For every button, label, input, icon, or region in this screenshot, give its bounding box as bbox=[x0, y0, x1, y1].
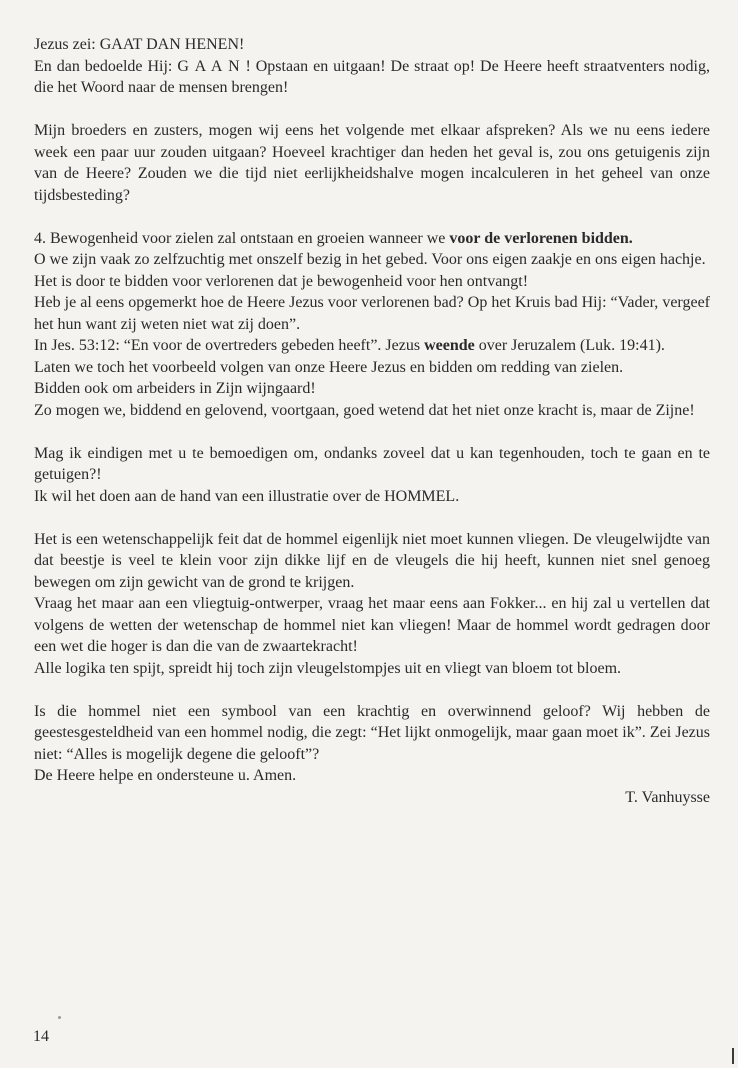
page-number: 14 bbox=[33, 1028, 49, 1045]
paragraph-gap bbox=[34, 421, 710, 443]
text-segment: In Jes. 53:12: “En voor de overtreders gebeden heeft”. Jezus bbox=[34, 337, 425, 354]
paragraph-symbol-of-faith: Is die hommel niet een symbool van een krachtig en overwinnend geloof? Wij hebben de geestesgesteldheid van een hommel nodig, die zegt: “Het lijkt onmogelijk, maar gaan moet ik”. Zei Jezus niet: “Alles is mogelijk degene die gelooft”? bbox=[34, 702, 710, 763]
paragraph-workers: Bidden ook om arbeiders in Zijn wijngaard! bbox=[34, 380, 316, 397]
paragraph-flower-to-flower: Alle logika ten spijt, spreidt hij toch zijn vleugelstompjes uit en vliegt van bloem tot bloem. bbox=[34, 659, 622, 677]
text-segment: 4. Bewogenheid voor zielen zal ontstaan en groeien wanneer we bbox=[34, 229, 450, 247]
paragraph-agreement: Mijn broeders en zusters, mogen wij eens het volgende met elkaar afspreken? Als we nu eens iedere week een paar uur zouden uitgaan? Hoeveel krachtiger dan heden het geval is, zou ons getuigenis zijn van de Heere? Zouden we die tijd niet eerlijkheidshalve mogen incalculeren in het geheel van onze tijdsbesteding? bbox=[34, 122, 710, 204]
paragraph-cross-prayer: Heb je al eens opgemerkt hoe de Heere Jezus voor verlorenen bad? Op het Kruis bad Hij: “Vader, vergeef het hun want zij weten niet wat zij doen”. bbox=[34, 294, 710, 333]
paragraph-encourage: Mag ik eindigen met u te bemoedigen om, ondanks zoveel dat u kan tegenhouden, toch te gaan en te getuigen?! bbox=[34, 444, 710, 483]
paragraph-aircraft-designer: Vraag het maar aan een vliegtuig-ontwerper, vraag het maar eens aan Fokker... en hij zal u vertellen dat volgens de wetten der wetenschap de hommel niet kan vliegen! Maar de hommel wordt gedragen door een wet die hoger is dan die van de zwaartekracht! bbox=[34, 595, 710, 655]
text-segment: over Jeruzalem (Luk. 19:41). bbox=[474, 337, 665, 354]
text-segment: ! Opstaan en uitgaan! De straat op! De Heere heeft straatventers nodig, die het Woord naar de mensen brengen! bbox=[34, 57, 710, 96]
paragraph-follow-example: Laten we toch het voorbeeld volgen van onze Heere Jezus en bidden om redding van zielen. bbox=[34, 358, 624, 376]
paragraph-point-4 bbox=[34, 228, 710, 250]
paragraph-blessing: De Heere helpe en ondersteune u. Amen. bbox=[34, 767, 297, 784]
text-segment: En dan bedoelde Hij: bbox=[34, 57, 178, 75]
article-body bbox=[34, 34, 710, 808]
paragraph-go-forth: Zo mogen we, biddend en gelovend, voortgaan, goed wetend dat het niet onze kracht is, maar de Zijne! bbox=[34, 401, 695, 419]
paragraph-gap bbox=[34, 507, 710, 529]
paragraph-isaiah bbox=[34, 335, 710, 357]
bold-word-weende: weende bbox=[424, 337, 475, 354]
paragraph-gap bbox=[34, 99, 710, 121]
paragraph-selfish-prayer: O we zijn vaak zo zelfzuchtig met onszelf bezig in het gebed. Voor ons eigen zaakje en ons eigen hachje. bbox=[34, 251, 706, 268]
paragraph-science-fact: Het is een wetenschappelijk feit dat de hommel eigenlijk niet moet kunnen vliegen. De vleugelwijdte van dat beestje is veel te klein voor zijn dikke lijf en de vleugels die hij heeft, kunnen niet snel genoeg bewegen om zijn gewicht van de grond te krijgen. bbox=[34, 530, 710, 591]
paragraph-gaan bbox=[34, 56, 710, 99]
author-signature: T. Vanhuysse bbox=[625, 788, 710, 806]
scan-edge-mark bbox=[732, 1048, 734, 1064]
paragraph-praying-for-lost: Het is door te bidden voor verlorenen dat je bewogenheid voor hen ontvangt! bbox=[34, 272, 529, 290]
spaced-word-gaan: G A A N bbox=[177, 57, 241, 75]
paragraph-gap bbox=[34, 679, 710, 701]
bold-heading: voor de verlorenen bidden. bbox=[449, 229, 633, 247]
paragraph-bumblebee-intro: Ik wil het doen aan de hand van een illustratie over de HOMMEL. bbox=[34, 487, 460, 505]
paragraph-gap bbox=[34, 206, 710, 228]
print-speck bbox=[58, 1016, 61, 1019]
paragraph-intro-title: Jezus zei: GAAT DAN HENEN! bbox=[34, 36, 245, 53]
